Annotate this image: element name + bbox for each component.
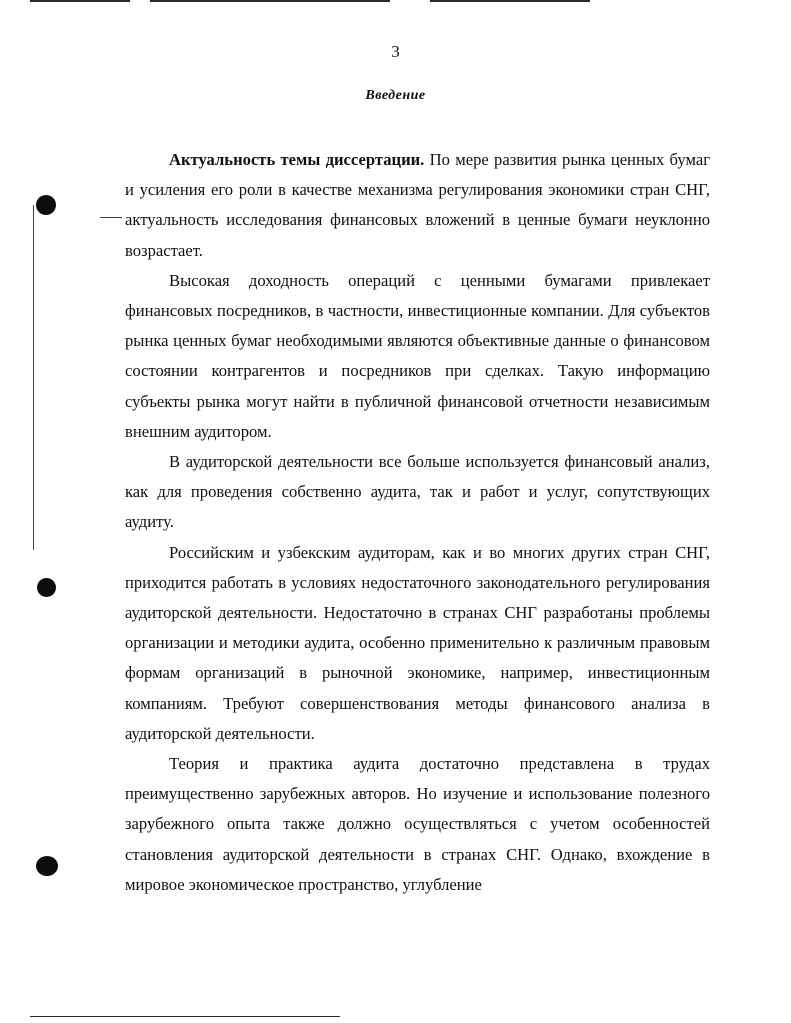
binding-hole	[37, 578, 56, 597]
paragraph-text: Российским и узбекским аудиторам, как и во многих других стран СНГ, приходится работать в условиях недостаточного законодательного регулирования аудиторской деятельности. Недостаточно в странах СНГ разработаны проблемы организации и методики аудита, особенно применительно к различным правовым формам организаций в рыночной экономике, например, инвестиционным компаниям. Требуют совершенствования методы финансового анализа в аудиторской деятельности.	[125, 542, 710, 743]
paragraph	[125, 266, 710, 447]
paragraph-text: В аудиторской деятельности все больше используется финансовый анализ, как для проведения собственно аудита, так и работ и услуг, сопутствующих аудиту.	[125, 452, 710, 532]
paragraph-text: Теория и практика аудита достаточно представлена в трудах преимущественно зарубежных авторов. Но изучение и использование полезного зарубежного опыта также должно осуществляться с учетом особенностей становления аудиторской деятельности в странах СНГ. Однако, вхождение в мировое экономическое пространство, углубление	[125, 754, 710, 894]
margin-rule	[33, 205, 34, 550]
paragraph	[125, 749, 710, 900]
scan-edge-top	[430, 0, 590, 2]
paragraph	[125, 145, 710, 266]
page-number: 3	[391, 42, 400, 61]
body-text	[125, 145, 710, 900]
scan-edge-top	[150, 0, 390, 2]
binding-hole	[36, 195, 56, 215]
paragraph-lead: Актуальность темы диссертации.	[169, 150, 425, 169]
binding-hole	[36, 856, 58, 876]
paragraph-text: Высокая доходность операций с ценными бумагами привлекает финансовых посредников, в частности, инвестиционные компании. Для субъектов рынка ценных бумаг необходимыми являются объективные данные о финансовом состоянии контрагентов и посредников при сделках. Такую информацию субъекты рынка могут найти в публичной финансовой отчетности независимым внешним аудитором.	[125, 270, 710, 441]
section-heading: Введение	[365, 88, 426, 103]
paragraph	[125, 447, 710, 538]
paragraph	[125, 538, 710, 749]
margin-rule	[100, 217, 122, 218]
paragraph-text: По мере развития рынка ценных бумаг и усиления его роли в качестве механизма регулирования экономики стран СНГ, актуальность исследования финансовых вложений в ценные бумаги неуклонно возрастает.	[125, 150, 711, 260]
scan-edge-top	[30, 0, 130, 2]
scan-edge-bottom	[30, 1016, 340, 1017]
